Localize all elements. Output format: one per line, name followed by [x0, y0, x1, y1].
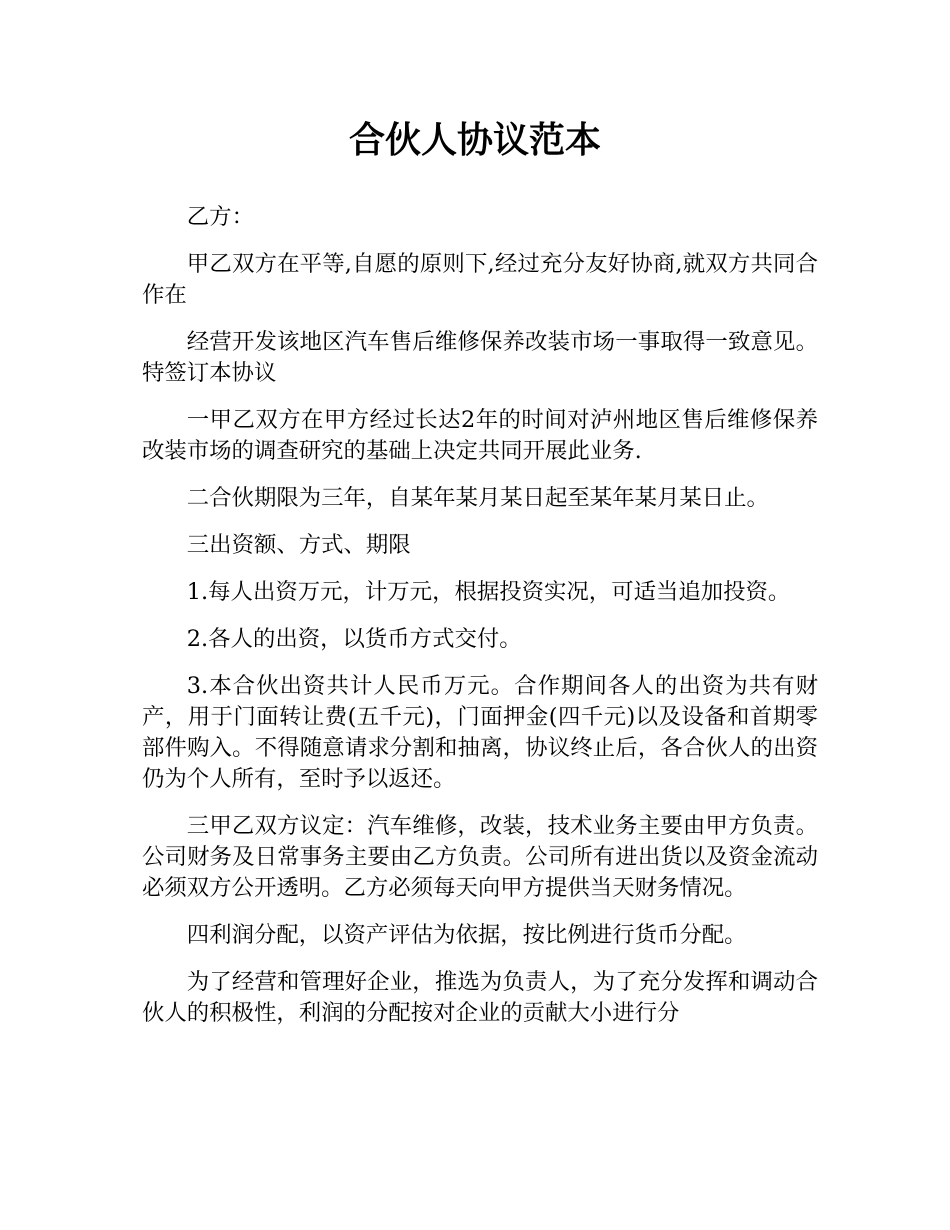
paragraph-clause-3-item-2: 2.各人的出资，以货币方式交付。	[186, 626, 522, 652]
paragraph-management: 为了经营和管理好企业，推选为负责人，为了充分发挥和调动合伙人的积极性，利润的分配按对企业的贡献大小进行分	[142, 969, 818, 1026]
document-body	[142, 202, 818, 1045]
paragraph-clause-3-heading: 三出资额、方式、期限	[186, 532, 411, 558]
paragraph-intro: 甲乙双方在平等,自愿的原则下,经过充分友好协商,就双方共同合作在	[142, 251, 818, 308]
paragraph-party-b: 乙方：	[186, 204, 254, 230]
paragraph-clause-3-item-1: 1.每人出资万元，计万元，根据投资实况，可适当追加投资。	[186, 579, 791, 605]
document-title: 合伙人协议范本	[348, 120, 601, 161]
paragraph-responsibilities: 三甲乙双方议定：汽车维修，改装，技术业务主要由甲方负责。公司财务及日常事务主要由乙方负责。公司所有进出货以及资金流动必须双方公开透明。乙方必须每天向甲方提供当天财务情况。	[142, 813, 818, 901]
paragraph-clause-1: 一甲乙双方在甲方经过长达2年的时间对泸州地区售后维修保养改装市场的调查研究的基础上决定共同开展此业务.	[142, 407, 818, 464]
paragraph-profit-distribution: 四利润分配，以资产评估为依据，按比例进行货币分配。	[186, 922, 747, 948]
paragraph-clause-2: 二合伙期限为三年，自某年某月某日起至某年某月某日止。	[186, 485, 769, 511]
paragraph-clause-3-item-3: 3.本合伙出资共计人民币万元。合作期间各人的出资为共有财产，用于门面转让费(五千元)，门面押金(四千元)以及设备和首期零部件购入。不得随意请求分割和抽离，协议终止后，各合伙人的出资仍为个人所有，至时予以返还。	[142, 673, 818, 792]
paragraph-intro-cont: 经营开发该地区汽车售后维修保养改装市场一事取得一致意见。特签订本协议	[142, 329, 818, 386]
